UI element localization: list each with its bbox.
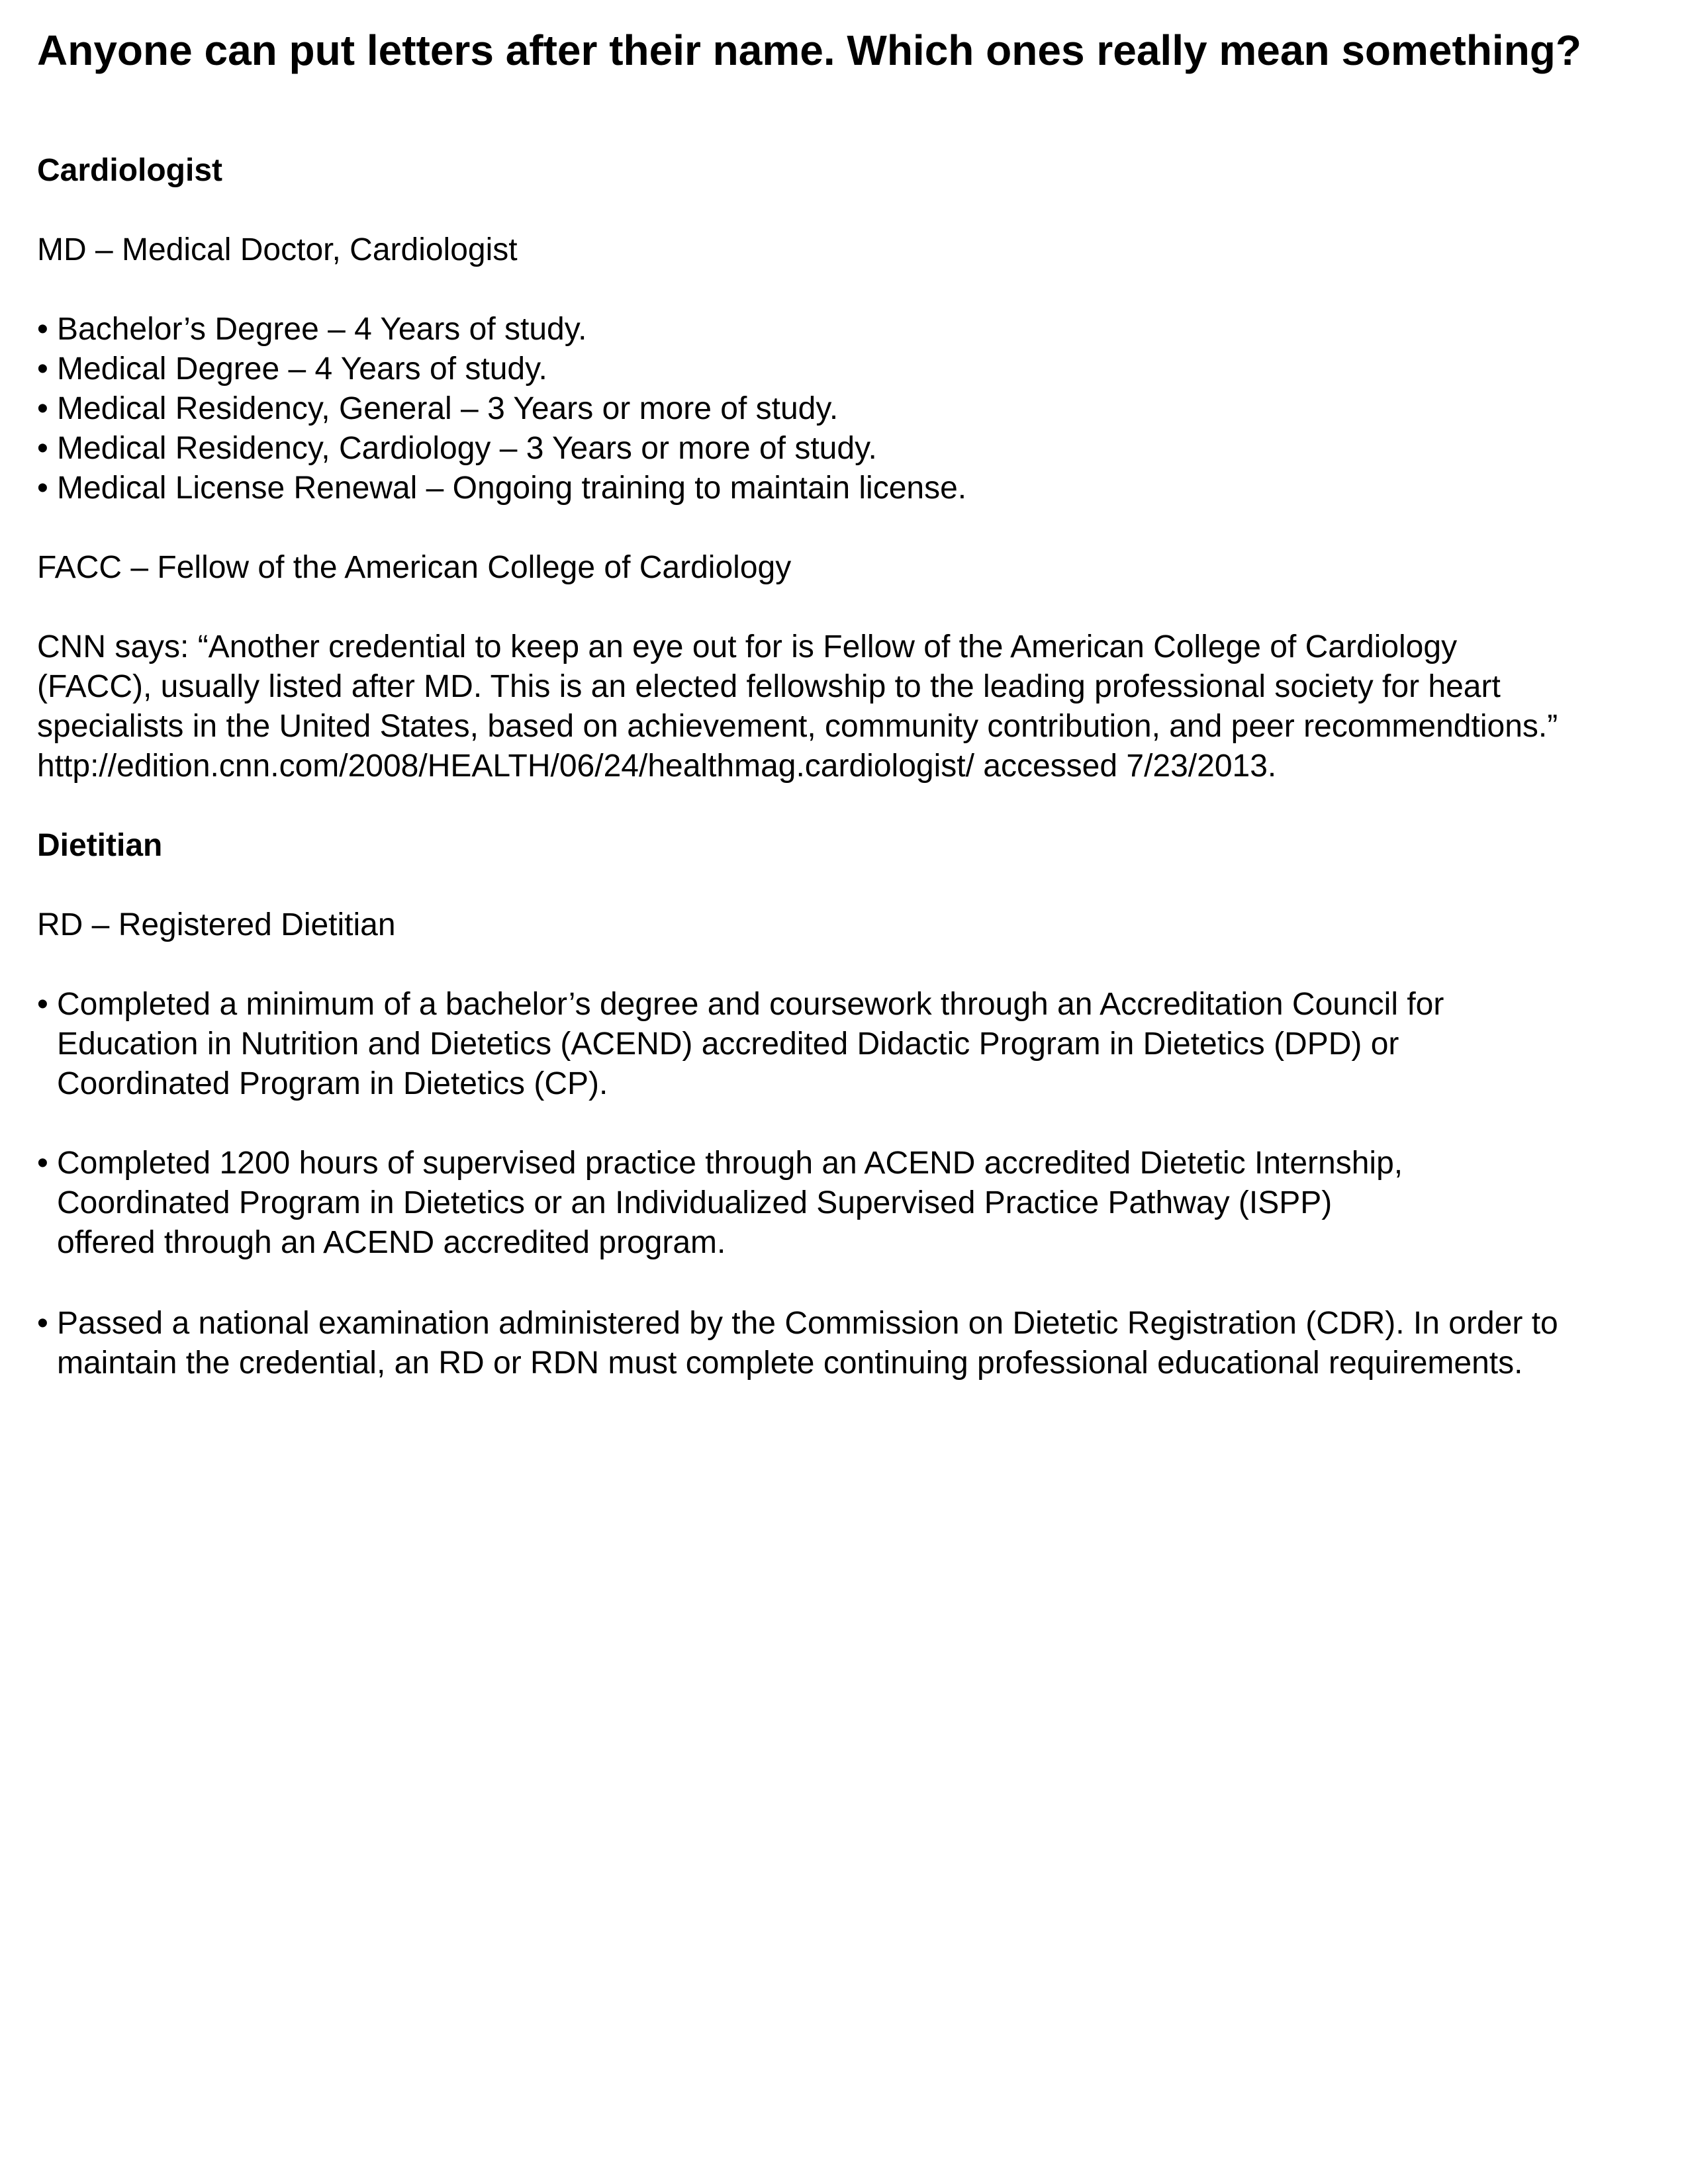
bullet-text-line: Completed a minimum of a bachelor’s degree and coursework through an Accreditation Council for [57, 987, 1444, 1022]
bullet-marker: • [37, 431, 48, 466]
bullet-marker: • [37, 312, 48, 347]
cardiologist-bullet [37, 429, 877, 469]
bullet-marker: • [37, 1146, 48, 1181]
md-credential-line: MD – Medical Doctor, Cardiologist [37, 232, 518, 267]
bullet-text-line: maintain the credential, an RD or RDN must complete continuing professional educational requirements. [57, 1345, 1523, 1381]
cnn-quote-line: CNN says: “Another credential to keep an eye out for is Fellow of the American College of Cardiology [37, 629, 1458, 664]
bullet-text: Bachelor’s Degree – 4 Years of study. [57, 312, 587, 347]
cardiologist-bullet [37, 389, 838, 429]
facc-credential-line: FACC – Fellow of the American College of Cardiology [37, 550, 792, 585]
cardiologist-bullet [37, 349, 547, 389]
bullet-text-line: Passed a national examination administered by the Commission on Dietetic Registration (CDR). In order to [57, 1306, 1558, 1341]
bullet-text-line: Education in Nutrition and Dietetics (ACEND) accredited Didactic Program in Dietetics (DPD) or [57, 1026, 1399, 1062]
cnn-source-citation: http://edition.cnn.com/2008/HEALTH/06/24/healthmag.cardiologist/ accessed 7/23/2013. [37, 749, 1277, 784]
cnn-quote-line: specialists in the United States, based on achievement, community contribution, and peer recommendtions.” [37, 709, 1558, 744]
bullet-text-line: Coordinated Program in Dietetics (CP). [57, 1066, 608, 1101]
bullet-marker: • [37, 1306, 48, 1341]
page-title: Anyone can put letters after their name. Which ones really mean something? [37, 26, 1581, 74]
rd-credential-line: RD – Registered Dietitian [37, 907, 396, 942]
cnn-quote-line: (FACC), usually listed after MD. This is an elected fellowship to the leading professional society for heart [37, 669, 1501, 704]
bullet-text: Medical License Renewal – Ongoing training to maintain license. [57, 471, 967, 506]
bullet-marker: • [37, 987, 48, 1022]
cardiologist-heading: Cardiologist [37, 153, 223, 188]
bullet-marker: • [37, 391, 48, 426]
bullet-marker: • [37, 351, 48, 387]
cardiologist-bullet [37, 310, 587, 349]
bullet-text-line: Coordinated Program in Dietetics or an Individualized Supervised Practice Pathway (ISPP) [57, 1185, 1333, 1220]
cardiologist-bullet [37, 469, 966, 508]
bullet-text: Medical Residency, Cardiology – 3 Years or more of study. [57, 431, 877, 466]
bullet-marker: • [37, 471, 48, 506]
bullet-text-line: Completed 1200 hours of supervised practice through an ACEND accredited Dietetic Internship, [57, 1146, 1403, 1181]
bullet-text: Medical Residency, General – 3 Years or more of study. [57, 391, 839, 426]
bullet-text: Medical Degree – 4 Years of study. [57, 351, 547, 387]
bullet-text-line: offered through an ACEND accredited program. [57, 1225, 726, 1260]
dietitian-heading: Dietitian [37, 828, 163, 863]
